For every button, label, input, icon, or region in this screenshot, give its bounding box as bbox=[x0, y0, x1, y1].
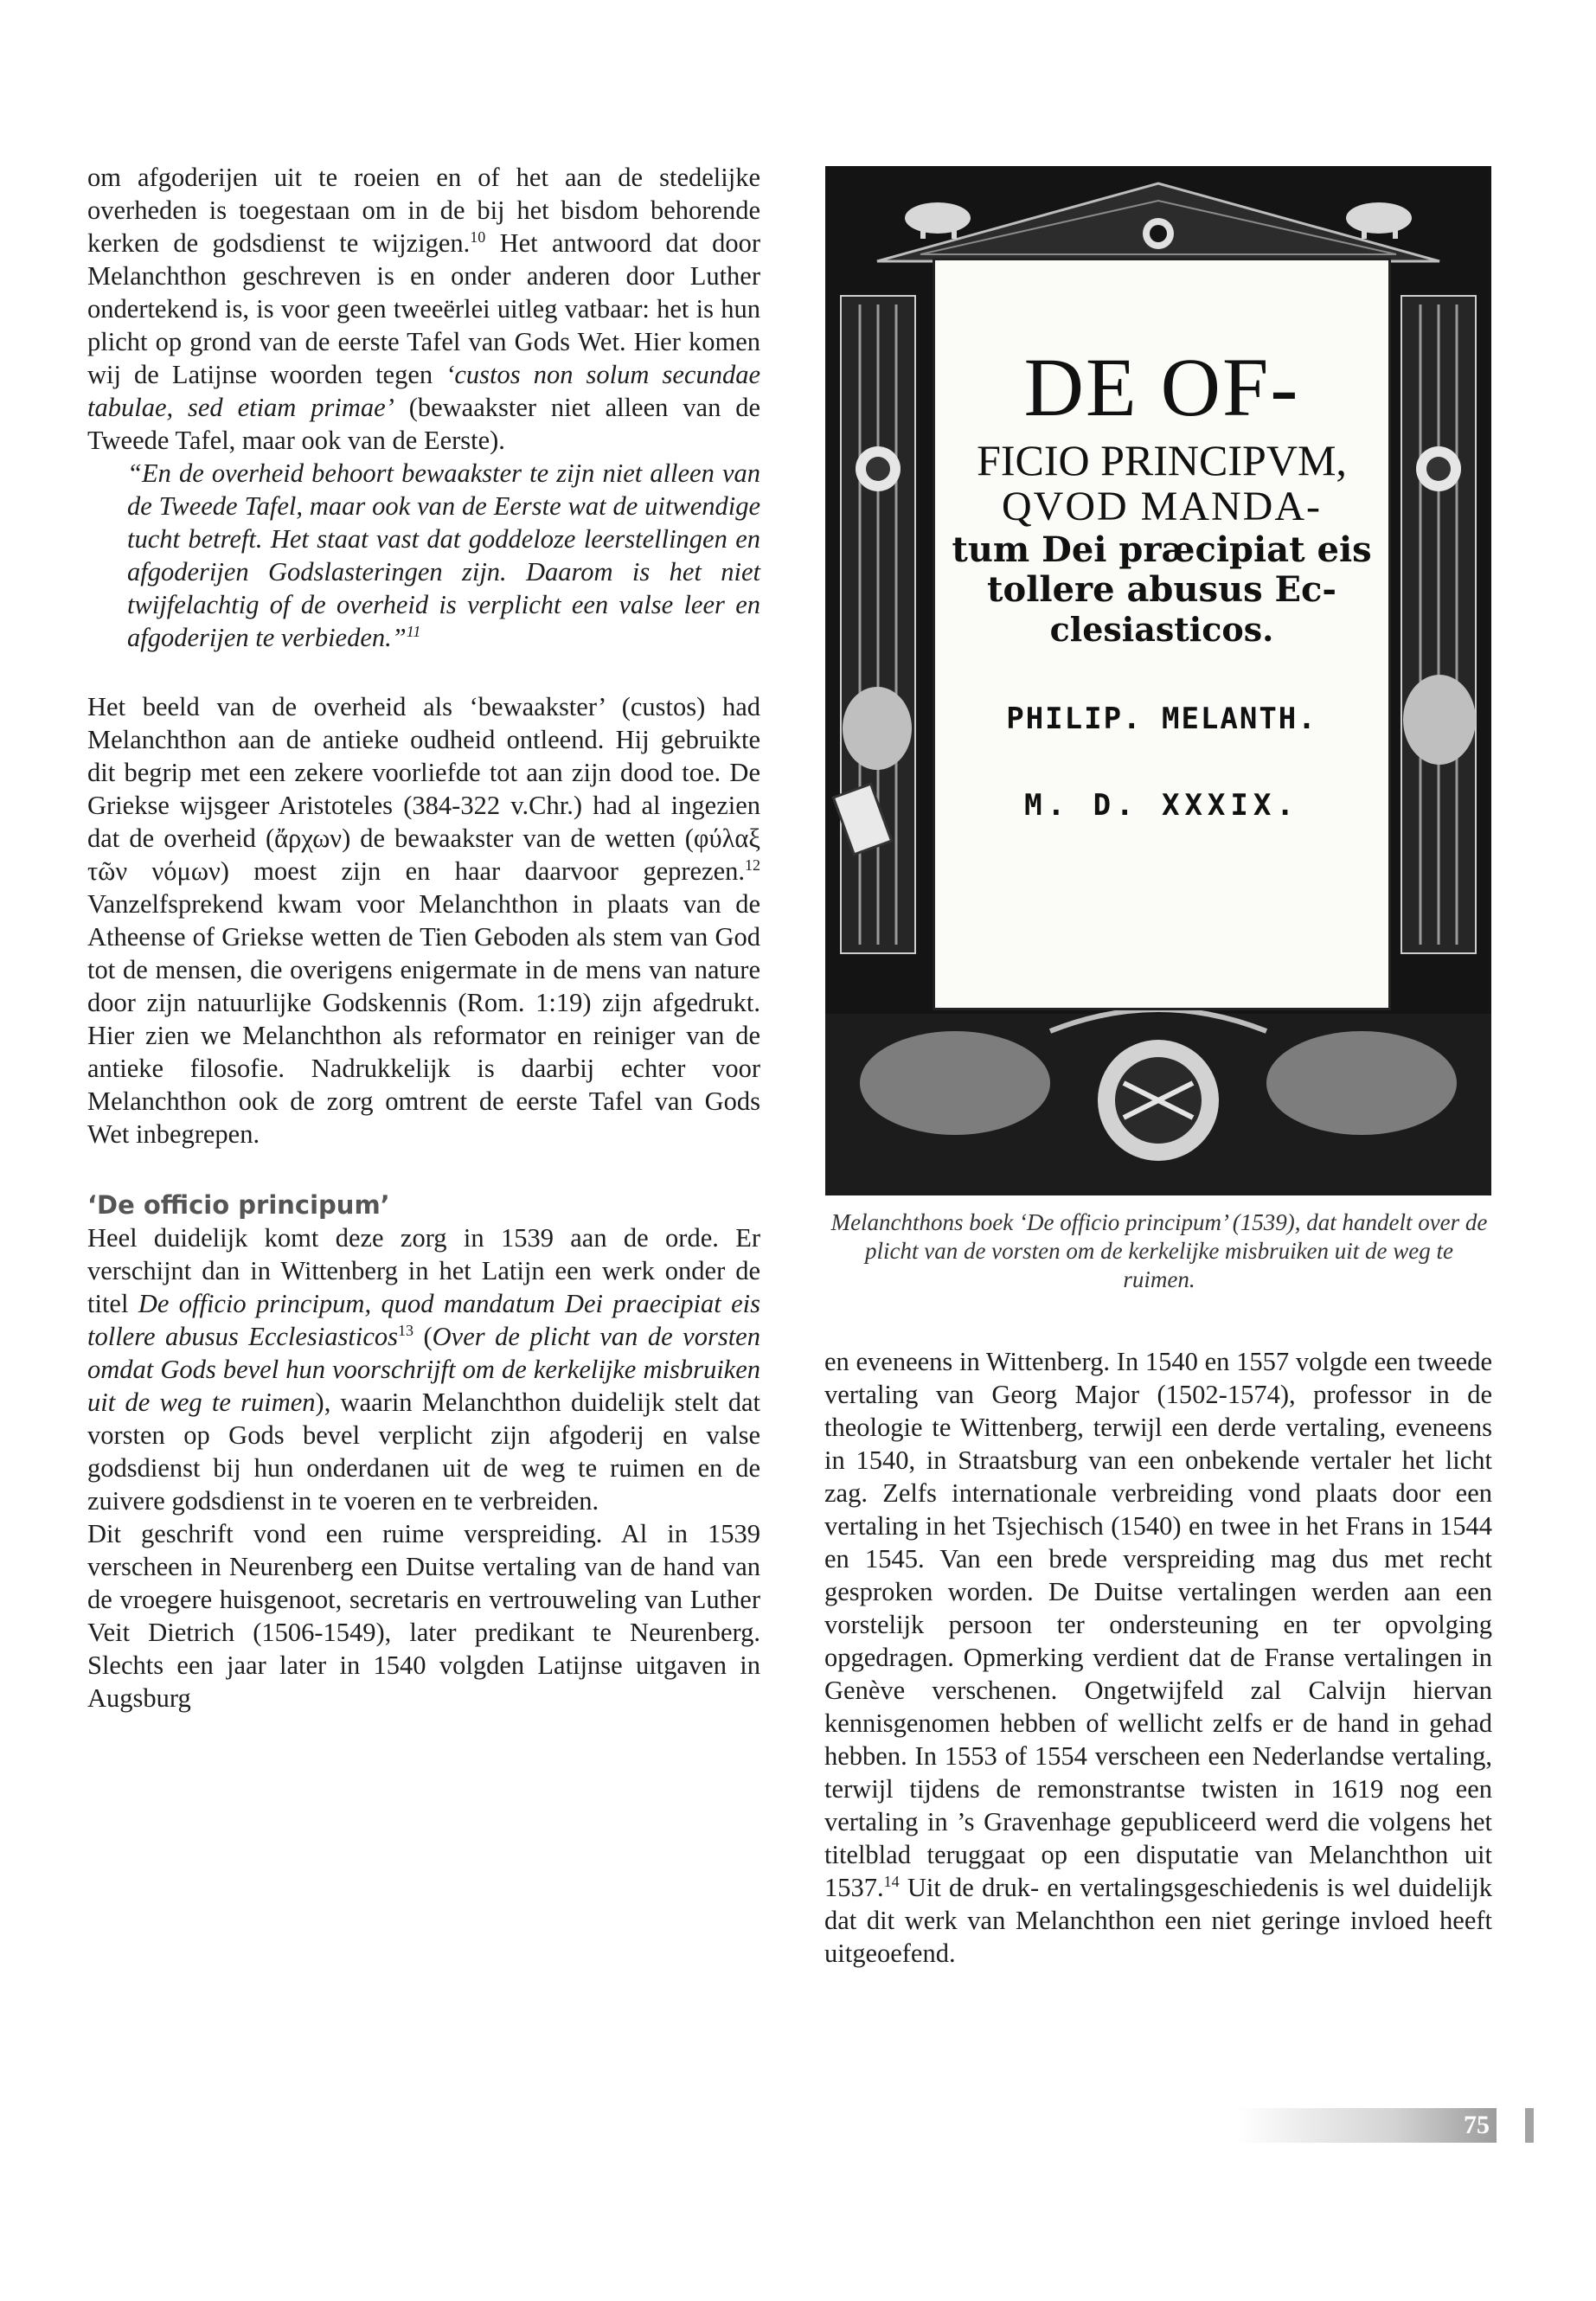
latin-quote: ‘custos non solum secundae tabulae, sed etiam primae’ bbox=[87, 360, 760, 422]
paragraph-translations bbox=[824, 1345, 1492, 1970]
book-title-dutch: Over de plicht van de vorsten omdat Gods bevel hun voorschrijft om de kerkelijke misbruiken uit de weg te ruimen bbox=[87, 1322, 760, 1417]
intro-continued-text: Het antwoord dat door Melanchthon geschreven is en onder anderen door Luther ondertekend is, is voor geen tweeërlei uitleg vatbaar: het is hun plicht op grond van de eerste Tafel van Gods Wet. Hier komen wij de Latijnse woorden tegen bbox=[87, 228, 760, 389]
title-line-6: clesiasticos. bbox=[1049, 610, 1274, 649]
footnote-ref-13[interactable]: 13 bbox=[398, 1321, 413, 1339]
intro-text: om afgoderijen uit te roeien en of het aan de stedelijke overheden is toegestaan om in de bij het bisdom behorende kerken de godsdienst te wijzigen. bbox=[87, 163, 760, 258]
title-author: PHILIP. MELANTH. bbox=[1006, 702, 1317, 736]
title-line-1: DE OF- bbox=[1023, 341, 1300, 433]
title-line-2: FICIO PRINCIPVM, bbox=[977, 436, 1347, 484]
title-line-5: tollere abusus Ec- bbox=[987, 569, 1336, 610]
paragraph-spacer bbox=[87, 654, 760, 690]
page-number: 75 bbox=[1464, 2111, 1490, 2139]
translations-text: en eveneens in Wittenberg. In 1540 en 1557 volgde een tweede vertaling van Georg Major (1502-1574), professor in de theologie te Wittenberg, terwijl een derde vertaling, eveneens in 1540, in Straatsburg van een onbekende vertaler het licht zag. Zelfs internationale verbreiding vond plaats door een vertaling in het Tsjechisch (1540) en twee in het Frans in 1544 en 1545. Van een brede verspreiding mag dus met recht gesproken worden. De Duitse vertalingen werden aan een vorstelijk persoon ter ondersteuning en ter opvolging opgedragen. Opmerking verdient dat de Franse vertalingen in Genève verschenen. Ongetwijfeld zal Calvijn hiervan kennisgenomen hebben of wellicht zelfs er de hand in gehad hebben. In 1553 of 1554 verscheen een Nederlandse vertaling, terwijl tijdens de remonstrantse twisten in 1619 nog een vertaling in ’s Gravenhage gepubliceerd werd die volgens het titelblad teruggaat op een disputatie van Melanchthon uit 1537. bbox=[824, 1347, 1492, 1902]
footnote-ref-11[interactable]: 11 bbox=[406, 622, 421, 640]
paragraph-1539-continued: ), waarin Melanchthon duidelijk stelt dat vorsten op Gods bevel verplicht zijn afgoderij en valse godsdienst bij hun onderdanen uit de weg te ruimen en de zuivere godsdienst in te voeren en te verbreiden. bbox=[87, 1388, 760, 1516]
page-number-bar-tick bbox=[1525, 2108, 1534, 2143]
latin-translation: (bewaakster niet alleen van de Tweede Tafel, maar ook van de Eerste). bbox=[87, 393, 761, 455]
footnote-ref-14[interactable]: 14 bbox=[883, 1872, 900, 1890]
paren-open: ( bbox=[413, 1322, 433, 1351]
block-quote-text: “En de overheid behoort bewaakster te zijn niet alleen van de Tweede Tafel, maar ook van de Eerste wat de uitwendige tucht betreft. Het staat vast dat goddeloze leerstellingen en afgoderijen Godslasteringen zijn. Daarom is het niet twijfelachtig of de overheid is verplicht een valse leer en afgoderijen te verbieden.” bbox=[127, 458, 760, 652]
paragraph-1539-text: Heel duidelijk komt deze zorg in 1539 aan de orde. Er verschijnt dan in Wittenberg in het Latijn een werk onder de titel bbox=[87, 1223, 760, 1318]
paragraph-spread: Dit geschrift vond een ruime verspreiding. Al in 1539 verscheen in Neurenberg een Duitse vertaling van de hand van de vroegere huisgenoot, secretaris en vertrouweling van Luther Veit Dietrich (1506-1549), later predikant te Neurenberg. Slechts een jaar later in 1540 volgden Latijnse uitgaven in Augsburg bbox=[87, 1519, 760, 1713]
block-quote bbox=[127, 457, 760, 654]
title-panel bbox=[933, 258, 1391, 1010]
right-column bbox=[824, 1345, 1492, 1970]
title-line-4: tum Dei præcipiat eis bbox=[952, 529, 1372, 570]
paragraph-custos bbox=[87, 690, 760, 1150]
footnote-ref-12[interactable]: 12 bbox=[745, 856, 760, 874]
section-heading: ‘De officio principum’ bbox=[87, 1190, 390, 1220]
title-line-3: QVOD MANDA- bbox=[1002, 484, 1322, 529]
paragraph-1539 bbox=[87, 1221, 760, 1517]
figure-caption: Melanchthons boek ‘De officio principum’ (1539), dat handelt over de plicht van de vorsten om de kerkelijke misbruiken uit de weg te ruimen. bbox=[830, 1209, 1488, 1292]
footnote-ref-10[interactable]: 10 bbox=[470, 228, 486, 246]
title-year: M. D. XXXIX. bbox=[1024, 788, 1299, 823]
custos-continued-text: Vanzelfsprekend kwam voor Melanchthon in plaats van de Atheense of Griekse wetten de Tien Geboden als stem van God tot de mensen, die overigens enigermate in de mens van nature door zijn natuurlijke Godskennis (Rom. 1:19) zijn afgedrukt. Hier zien we Melanchthon als reformator en reiniger van de antieke filosofie. Nadrukkelijk is daarbij echter voor Melanchthon ook de zorg omtrent de eerste Tafel van Gods Wet inbegrepen. bbox=[87, 889, 760, 1149]
left-column bbox=[87, 161, 760, 1715]
book-title-page-image bbox=[825, 166, 1491, 1195]
custos-text: Het beeld van de overheid als ‘bewaakster’ (custos) had Melanchthon aan de antieke oudheid ontleend. Hij gebruikte dit begrip met een zekere voorliefde tot aan zijn dood toe. De Griekse wijsgeer Aristoteles (384-322 v.Chr.) had al ingezien dat de overheid (ἄρχων) de bewaakster van de wetten (φύλαξ τῶν νόμων) moest zijn en haar daarvoor geprezen. bbox=[87, 692, 760, 886]
book-title-latin: De officio principum, quod mandatum Dei praecipiat eis tollere abusus Ecclesiasticos bbox=[87, 1289, 760, 1351]
intro-paragraph bbox=[87, 161, 760, 457]
translations-continued-text: Uit de druk- en vertalingsgeschiedenis is wel duidelijk dat dit werk van Melanchthon een niet geringe invloed heeft uitgeoefend. bbox=[824, 1873, 1492, 1968]
